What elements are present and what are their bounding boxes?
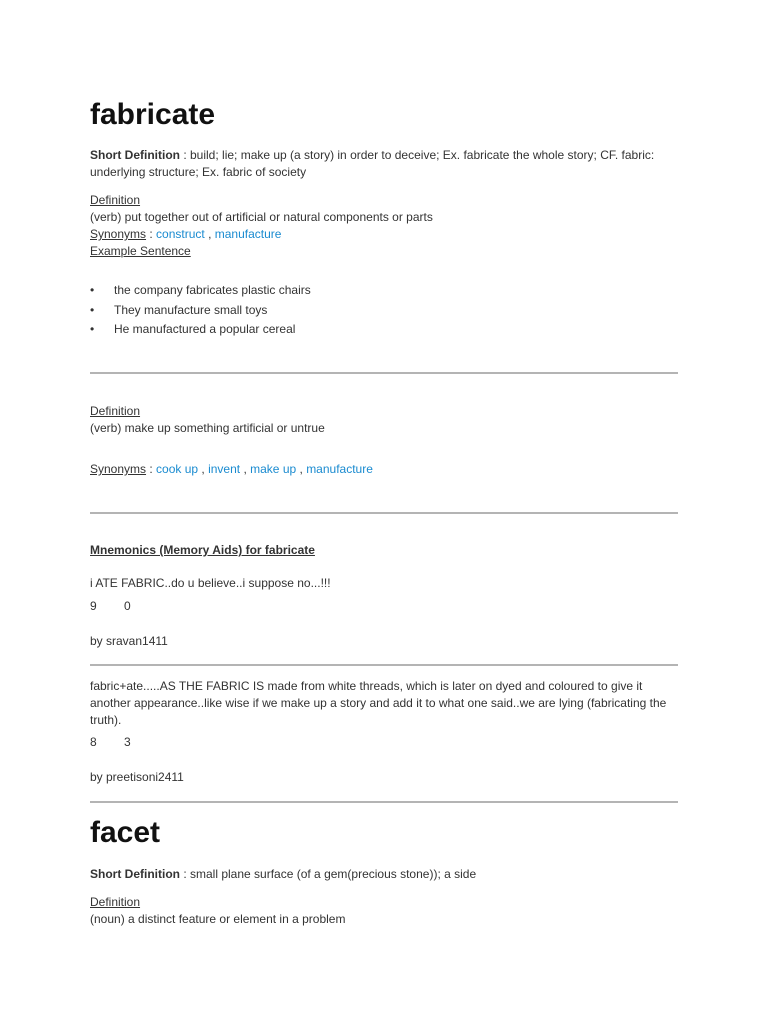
bullet-icon: • xyxy=(90,302,95,317)
synonym-link-manufacture[interactable]: manufacture xyxy=(214,227,282,241)
section-divider xyxy=(90,664,678,666)
synonym-link-make-up[interactable]: make up xyxy=(250,462,297,476)
synonyms-separator: : xyxy=(146,227,157,241)
section-divider xyxy=(90,801,678,803)
mnemonic-text: fabric+ate.....AS THE FABRIC IS made from white threads, which is later on dyed and coloured to give it another appearance..like wise if we make up a story and add it to what one said..we are lying (fabricating the truth). xyxy=(90,679,667,727)
synonyms-line-2 xyxy=(90,461,680,478)
synonyms-label: Synonyms xyxy=(90,462,147,476)
definition-label: Definition xyxy=(90,404,141,418)
synonym-link-construct[interactable]: construct xyxy=(156,227,205,241)
synonym-comma: , xyxy=(204,227,215,241)
example-sentence-label: Example Sentence xyxy=(90,244,191,258)
short-definition xyxy=(90,866,680,883)
word-heading: facet xyxy=(90,816,161,849)
synonym-comma: , xyxy=(296,462,307,476)
short-definition-text: : small plane surface (of a gem(precious stone)); a side xyxy=(180,867,477,881)
synonyms-label: Synonyms xyxy=(90,227,147,241)
example-item xyxy=(90,302,680,322)
example-text: He manufactured a popular cereal xyxy=(114,322,296,336)
example-item xyxy=(90,282,680,302)
short-definition-label: Short Definition xyxy=(90,867,180,881)
example-list xyxy=(90,282,680,341)
upvote-count[interactable]: 8 xyxy=(90,735,97,749)
definition-text: (noun) a distinct feature or element in a problem xyxy=(90,912,346,926)
upvote-count[interactable]: 9 xyxy=(90,599,97,613)
example-text: They manufacture small toys xyxy=(114,302,268,317)
definition-text: (verb) make up something artificial or untrue xyxy=(90,421,325,435)
example-text: the company fabricates plastic chairs xyxy=(114,283,311,297)
mnemonic-text: i ATE FABRIC..do u believe..i suppose no...!!! xyxy=(90,576,331,590)
example-item xyxy=(90,321,680,341)
short-definition-text: : build; lie; make up (a story) in order to deceive; Ex. fabricate the whole story; CF. fabric: underlying structure; Ex. fabric of society xyxy=(90,148,655,179)
section-divider xyxy=(90,372,678,374)
sense-1 xyxy=(90,894,680,928)
definition-label: Definition xyxy=(90,895,141,909)
mnemonic-author: by sravan1411 xyxy=(90,634,168,648)
short-definition xyxy=(90,147,680,181)
short-definition-label: Short Definition xyxy=(90,148,180,162)
downvote-count[interactable]: 3 xyxy=(124,735,131,749)
sense-2 xyxy=(90,403,680,437)
section-divider xyxy=(90,512,678,514)
definition-label: Definition xyxy=(90,193,141,207)
bullet-icon: • xyxy=(90,322,95,336)
bullet-icon: • xyxy=(90,283,95,297)
downvote-count[interactable]: 0 xyxy=(124,599,131,613)
synonym-link-cook-up[interactable]: cook up xyxy=(156,462,199,476)
synonym-link-invent[interactable]: invent xyxy=(208,462,241,476)
synonym-comma: , xyxy=(198,462,209,476)
synonyms-separator: : xyxy=(146,462,157,476)
mnemonics-heading: Mnemonics (Memory Aids) for fabricate xyxy=(90,543,315,557)
vote-counts xyxy=(90,598,680,615)
definition-text: (verb) put together out of artificial or natural components or parts xyxy=(90,210,433,224)
synonym-comma: , xyxy=(240,462,251,476)
synonyms-line xyxy=(90,226,680,243)
mnemonic-author: by preetisoni2411 xyxy=(90,770,184,784)
word-heading: fabricate xyxy=(90,98,216,131)
sense-1 xyxy=(90,192,680,260)
synonym-link-manufacture[interactable]: manufacture xyxy=(306,462,373,476)
vote-counts xyxy=(90,734,680,751)
